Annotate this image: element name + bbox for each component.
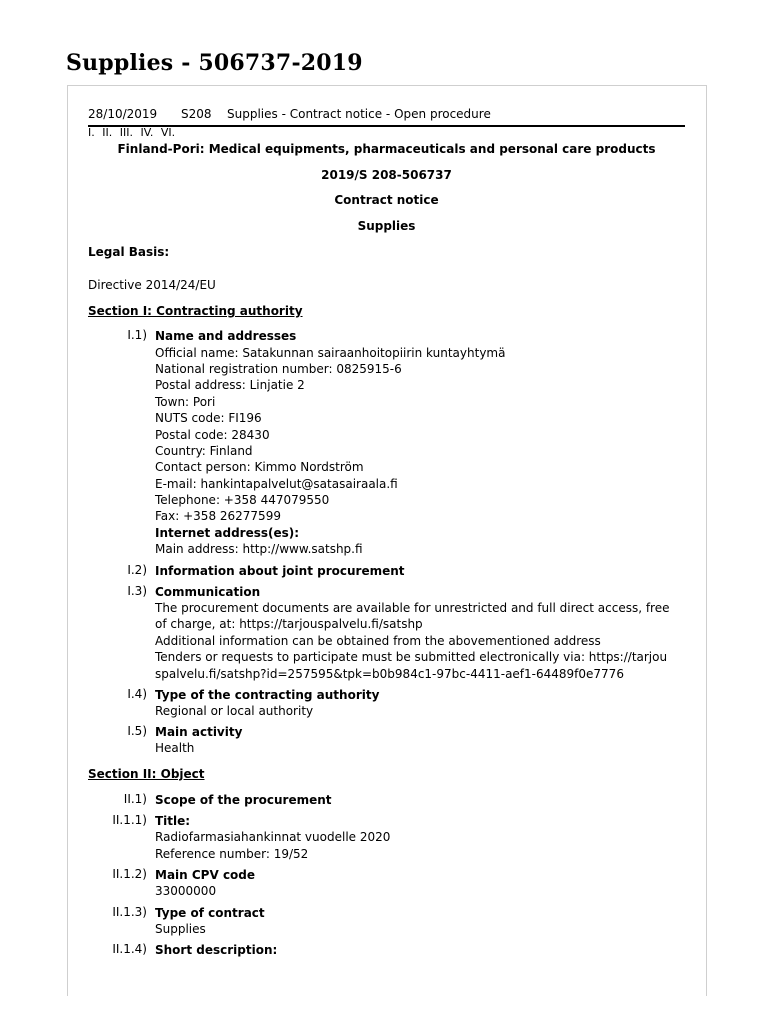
name-addresses-label: Name and addresses xyxy=(155,329,297,343)
official-name: Official name: Satakunnan sairaanhoitopiirin kuntayhtymä xyxy=(155,346,506,360)
authority-type-value: Regional or local authority xyxy=(155,704,314,718)
nav-link-i[interactable]: I. xyxy=(88,126,95,139)
notice-kind-title: Contract notice xyxy=(334,193,439,207)
internet-address-label: Internet address(es): xyxy=(155,526,300,540)
main-address: Main address: http://www.satshp.fi xyxy=(155,542,363,556)
nav-link-ii[interactable]: II. xyxy=(102,126,113,139)
email: E-mail: hankintapalvelut@satasairaala.fi xyxy=(155,477,398,491)
item-number: II.1) xyxy=(123,792,147,806)
postal-address: Postal address: Linjatie 2 xyxy=(155,378,305,392)
short-description-label: Short description: xyxy=(155,943,278,957)
main-activity-value: Health xyxy=(155,741,195,755)
cpv-value: 33000000 xyxy=(155,884,217,898)
item-number: II.1.3) xyxy=(112,905,147,919)
legal-basis-value: Directive 2014/24/EU xyxy=(88,278,216,292)
scope-label: Scope of the procurement xyxy=(155,793,332,807)
main-activity-label: Main activity xyxy=(155,725,243,739)
notice-date: 28/10/2019 xyxy=(88,107,158,121)
item-number: I.5) xyxy=(127,724,147,738)
item-number: II.1.2) xyxy=(112,867,147,881)
notice-category: Supplies xyxy=(357,219,416,233)
section-1-heading: Section I: Contracting authority xyxy=(88,304,303,318)
communication-line: Tenders or requests to participate must be submitted electronically via: https://tarjou xyxy=(155,650,668,664)
authority-type-label: Type of the contracting authority xyxy=(155,688,380,702)
item-number: II.1.4) xyxy=(112,942,147,956)
communication-line: spalvelu.fi/satshp?id=257595&tpk=b0b984c1-97bc-4411-aef1-64489f0e7776 xyxy=(155,667,624,681)
section-2-heading: Section II: Object xyxy=(88,767,205,781)
nav-link-iv[interactable]: IV. xyxy=(140,126,154,139)
reference-number: Reference number: 19/52 xyxy=(155,847,309,861)
communication-line: of charge, at: https://tarjouspalvelu.fi/satshp xyxy=(155,617,423,631)
communication-label: Communication xyxy=(155,585,261,599)
communication-line: The procurement documents are available for unrestricted and full direct access, free xyxy=(155,601,670,615)
title-label: Title: xyxy=(155,814,191,828)
notice-subject: Finland-Pori: Medical equipments, pharmaceuticals and personal care products xyxy=(117,142,656,156)
postal-code: Postal code: 28430 xyxy=(155,428,270,442)
page-title: Supplies - 506737-2019 xyxy=(66,50,363,76)
notice-reference: 2019/S 208-506737 xyxy=(321,168,452,182)
notice-type: Supplies - Contract notice - Open procedure xyxy=(227,107,491,121)
communication-line: Additional information can be obtained from the abovementioned address xyxy=(155,634,601,648)
item-number: II.1.1) xyxy=(112,813,147,827)
item-number: I.3) xyxy=(127,584,147,598)
contract-type-label: Type of contract xyxy=(155,906,265,920)
legal-basis-label: Legal Basis: xyxy=(88,245,170,259)
town: Town: Pori xyxy=(155,395,216,409)
nav-link-vi[interactable]: VI. xyxy=(160,126,176,139)
joint-procurement-label: Information about joint procurement xyxy=(155,564,405,578)
contract-type-value: Supplies xyxy=(155,922,206,936)
nuts-code: NUTS code: FI196 xyxy=(155,411,262,425)
notice-series: S208 xyxy=(181,107,212,121)
section-nav xyxy=(88,126,179,139)
cpv-label: Main CPV code xyxy=(155,868,256,882)
item-number: I.2) xyxy=(127,563,147,577)
item-number: I.4) xyxy=(127,687,147,701)
country: Country: Finland xyxy=(155,444,253,458)
registration-number: National registration number: 0825915-6 xyxy=(155,362,402,376)
nav-link-iii[interactable]: III. xyxy=(119,126,133,139)
contact-person: Contact person: Kimmo Nordström xyxy=(155,460,364,474)
telephone: Telephone: +358 447079550 xyxy=(155,493,330,507)
fax: Fax: +358 26277599 xyxy=(155,509,281,523)
item-number: I.1) xyxy=(127,328,147,342)
notice-header xyxy=(88,107,685,127)
contract-title: Radiofarmasiahankinnat vuodelle 2020 xyxy=(155,830,391,844)
